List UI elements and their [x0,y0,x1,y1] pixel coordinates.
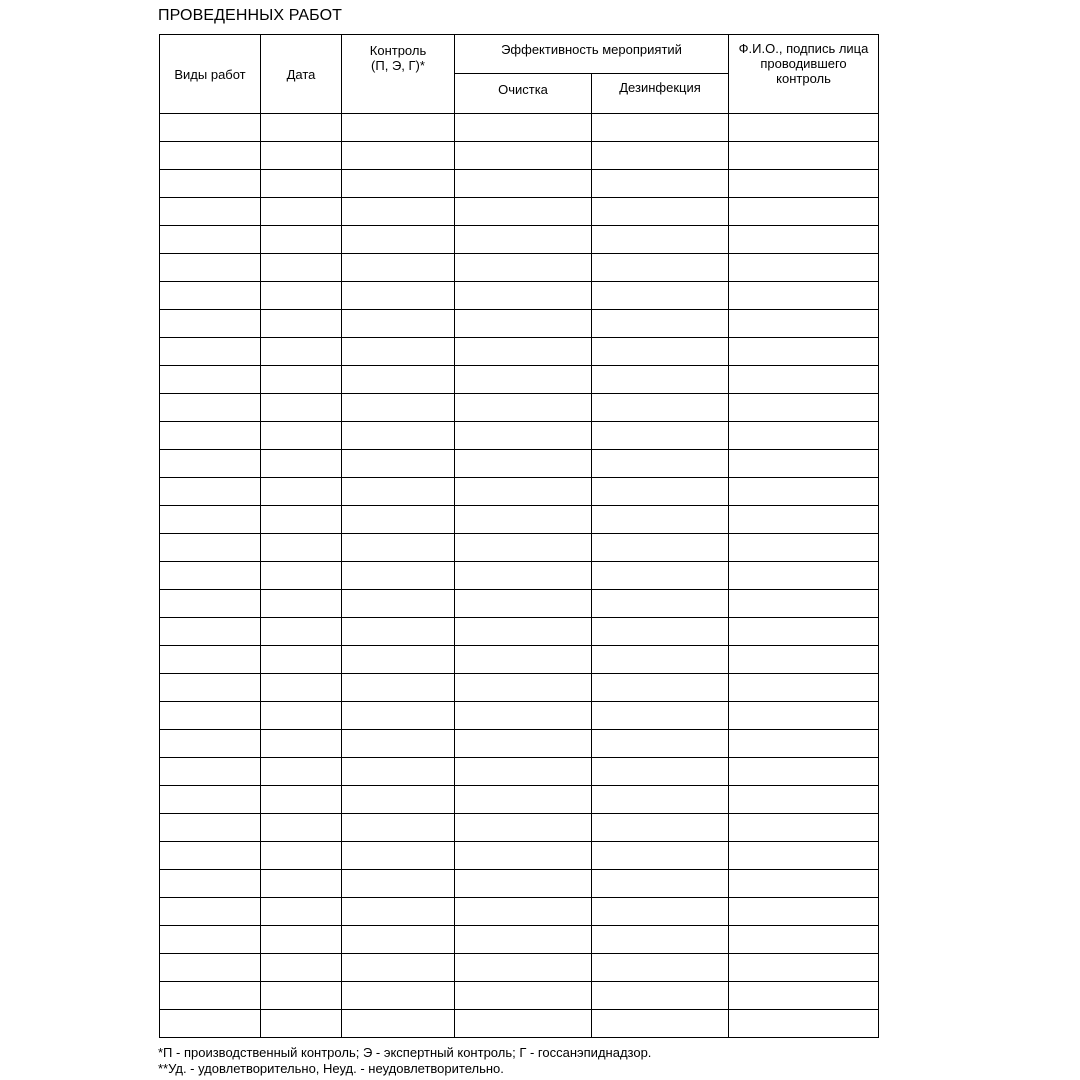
table-cell [592,618,729,646]
table-cell [592,982,729,1010]
table-row [160,870,879,898]
table-cell [729,646,879,674]
table-cell [342,394,455,422]
table-cell [342,114,455,142]
table-cell [592,394,729,422]
table-cell [342,254,455,282]
table-cell [261,926,342,954]
table-cell [455,282,592,310]
table-cell [342,142,455,170]
table-cell [342,282,455,310]
table-cell [261,506,342,534]
table-cell [592,590,729,618]
header-responsible-line1: Ф.И.О., подпись лица [738,41,869,56]
table-cell [455,646,592,674]
table-cell [592,310,729,338]
table-cell [455,450,592,478]
table-row [160,394,879,422]
table-cell [592,142,729,170]
table-cell [455,562,592,590]
table-row [160,506,879,534]
table-cell [592,478,729,506]
table-cell [160,870,261,898]
table-cell [342,366,455,394]
table-row [160,730,879,758]
table-cell [160,506,261,534]
table-cell [342,674,455,702]
table-cell [455,590,592,618]
table-cell [592,450,729,478]
table-row [160,422,879,450]
table-cell [160,814,261,842]
table-cell [729,198,879,226]
table-cell [729,282,879,310]
table-cell [160,170,261,198]
table-cell [160,114,261,142]
table-row [160,702,879,730]
table-cell [160,338,261,366]
table-cell [261,758,342,786]
table-cell [160,926,261,954]
footnote-ratings: **Уд. - удовлетворительно, Неуд. - неудовлетворительно. [158,1061,504,1076]
table-cell [342,646,455,674]
table-cell [592,114,729,142]
table-cell [261,198,342,226]
table-cell [729,478,879,506]
table-cell [592,786,729,814]
table-cell [261,254,342,282]
table-cell [160,842,261,870]
table-row [160,366,879,394]
header-responsible-line3: контроль [776,71,831,86]
table-row [160,254,879,282]
table-cell [261,702,342,730]
table-cell [592,842,729,870]
table-cell [342,198,455,226]
table-cell [729,338,879,366]
table-row [160,674,879,702]
table-cell [455,142,592,170]
table-row [160,786,879,814]
table-cell [261,142,342,170]
table-cell [455,730,592,758]
table-cell [455,198,592,226]
table-cell [261,618,342,646]
table-cell [729,926,879,954]
table-cell [160,562,261,590]
table-cell [261,534,342,562]
works-log-table [159,34,879,1038]
table-cell [455,310,592,338]
table-cell [261,646,342,674]
table-cell [342,898,455,926]
table-cell [342,534,455,562]
table-cell [729,590,879,618]
table-cell [160,282,261,310]
table-body [160,114,879,1038]
table-cell [455,366,592,394]
table-cell [729,870,879,898]
table-row [160,170,879,198]
table-cell [342,618,455,646]
header-effectiveness: Эффективность мероприятий [455,35,729,74]
header-disinfection: Дезинфекция [592,74,729,114]
table-cell [592,674,729,702]
table-cell [160,254,261,282]
table-cell [342,338,455,366]
table-row [160,590,879,618]
table-cell [455,702,592,730]
table-cell [455,226,592,254]
table-cell [592,926,729,954]
table-cell [342,170,455,198]
table-cell [592,954,729,982]
table-cell [592,814,729,842]
table-cell [455,786,592,814]
table-cell [455,898,592,926]
table-cell [160,450,261,478]
table-cell [455,870,592,898]
table-cell [261,814,342,842]
table-cell [592,870,729,898]
table-cell [729,618,879,646]
table-cell [729,982,879,1010]
table-cell [160,534,261,562]
table-row [160,338,879,366]
table-cell [729,814,879,842]
table-cell [160,366,261,394]
table-row [160,842,879,870]
table-row [160,534,879,562]
header-control [342,35,455,114]
table-cell [729,422,879,450]
header-responsible [729,35,879,114]
table-row [160,114,879,142]
table-cell [455,1010,592,1038]
table-cell [455,758,592,786]
table-row [160,954,879,982]
table-cell [261,954,342,982]
table-cell [160,646,261,674]
table-row [160,478,879,506]
table-cell [729,730,879,758]
table-cell [592,338,729,366]
table-cell [342,310,455,338]
table-cell [455,982,592,1010]
table-cell [729,842,879,870]
table-cell [261,786,342,814]
table-cell [592,198,729,226]
page-title: ПРОВЕДЕННЫХ РАБОТ [158,7,343,24]
table-cell [455,478,592,506]
table-cell [160,982,261,1010]
table-cell [160,590,261,618]
table-cell [455,814,592,842]
table-cell [592,534,729,562]
table-cell [455,254,592,282]
table-cell [729,786,879,814]
table-cell [342,1010,455,1038]
table-row [160,1010,879,1038]
table-cell [342,842,455,870]
table-cell [261,338,342,366]
table-cell [592,170,729,198]
table-cell [592,702,729,730]
table-cell [261,450,342,478]
table-cell [160,394,261,422]
table-cell [261,590,342,618]
table-row [160,282,879,310]
table-cell [592,646,729,674]
footnote-control-types: *П - производственный контроль; Э - экспертный контроль; Г - госсанэпиднадзор. [158,1045,652,1060]
table-cell [160,954,261,982]
table-cell [342,562,455,590]
table-cell [261,310,342,338]
table-cell [261,114,342,142]
table-cell [455,394,592,422]
table-cell [160,674,261,702]
table-cell [455,114,592,142]
table-cell [592,226,729,254]
table-cell [455,422,592,450]
table-cell [160,758,261,786]
header-responsible-line2: проводившего [760,56,847,71]
table-cell [342,758,455,786]
table-cell [729,142,879,170]
table-cell [592,730,729,758]
table-cell [592,562,729,590]
header-work-types: Виды работ [160,35,261,114]
table-cell [729,310,879,338]
table-cell [455,338,592,366]
table-cell [261,982,342,1010]
table-cell [592,422,729,450]
table-row [160,758,879,786]
table-cell [729,702,879,730]
header-cleaning: Очистка [455,74,592,114]
table-cell [261,674,342,702]
table-cell [160,702,261,730]
table-cell [729,394,879,422]
table-cell [261,226,342,254]
table-row [160,898,879,926]
table-cell [160,422,261,450]
table-row [160,982,879,1010]
footnotes [158,1045,651,1077]
table-cell [160,786,261,814]
table-cell [261,870,342,898]
table-row [160,814,879,842]
table-cell [729,114,879,142]
table-cell [592,282,729,310]
table-cell [729,450,879,478]
table-cell [261,842,342,870]
table-cell [342,730,455,758]
table-row [160,226,879,254]
table-row [160,450,879,478]
table-row [160,562,879,590]
header-control-line2: (П, Э, Г)* [371,58,425,73]
table-cell [729,758,879,786]
table-cell [455,954,592,982]
table-cell [342,926,455,954]
table-row [160,310,879,338]
table-cell [261,282,342,310]
table-row [160,618,879,646]
table-cell [160,898,261,926]
table-cell [342,814,455,842]
table-cell [729,898,879,926]
table-cell [592,1010,729,1038]
header-date: Дата [261,35,342,114]
table-cell [729,674,879,702]
table-cell [592,898,729,926]
table-cell [342,506,455,534]
table-cell [342,786,455,814]
table-cell [160,198,261,226]
table-cell [160,226,261,254]
table-cell [729,366,879,394]
table-cell [160,618,261,646]
table-cell [729,170,879,198]
table-cell [729,506,879,534]
table-cell [261,898,342,926]
table-cell [592,254,729,282]
table-cell [342,590,455,618]
table-cell [160,730,261,758]
table-cell [342,982,455,1010]
table-cell [342,478,455,506]
table-row [160,926,879,954]
table-row [160,646,879,674]
header-control-line1: Контроль [369,43,427,58]
table-cell [455,506,592,534]
table-cell [729,562,879,590]
table-cell [455,618,592,646]
table-cell [160,310,261,338]
table-cell [592,506,729,534]
table-cell [261,170,342,198]
table-cell [261,394,342,422]
table-cell [729,1010,879,1038]
table-cell [342,702,455,730]
table-cell [455,534,592,562]
table-cell [342,450,455,478]
table-cell [261,562,342,590]
table-row [160,198,879,226]
table-cell [261,478,342,506]
table-cell [455,170,592,198]
table-cell [342,422,455,450]
table-cell [455,674,592,702]
table-cell [592,366,729,394]
table-cell [160,478,261,506]
table-cell [342,870,455,898]
table-cell [342,226,455,254]
table-row [160,142,879,170]
table-cell [729,254,879,282]
table-cell [729,226,879,254]
table-cell [729,954,879,982]
table-cell [342,954,455,982]
table-cell [455,842,592,870]
table-cell [261,730,342,758]
table-cell [160,142,261,170]
table-cell [261,422,342,450]
table-cell [261,1010,342,1038]
table-cell [261,366,342,394]
table-cell [455,926,592,954]
table-cell [729,534,879,562]
table-cell [592,758,729,786]
table-cell [160,1010,261,1038]
